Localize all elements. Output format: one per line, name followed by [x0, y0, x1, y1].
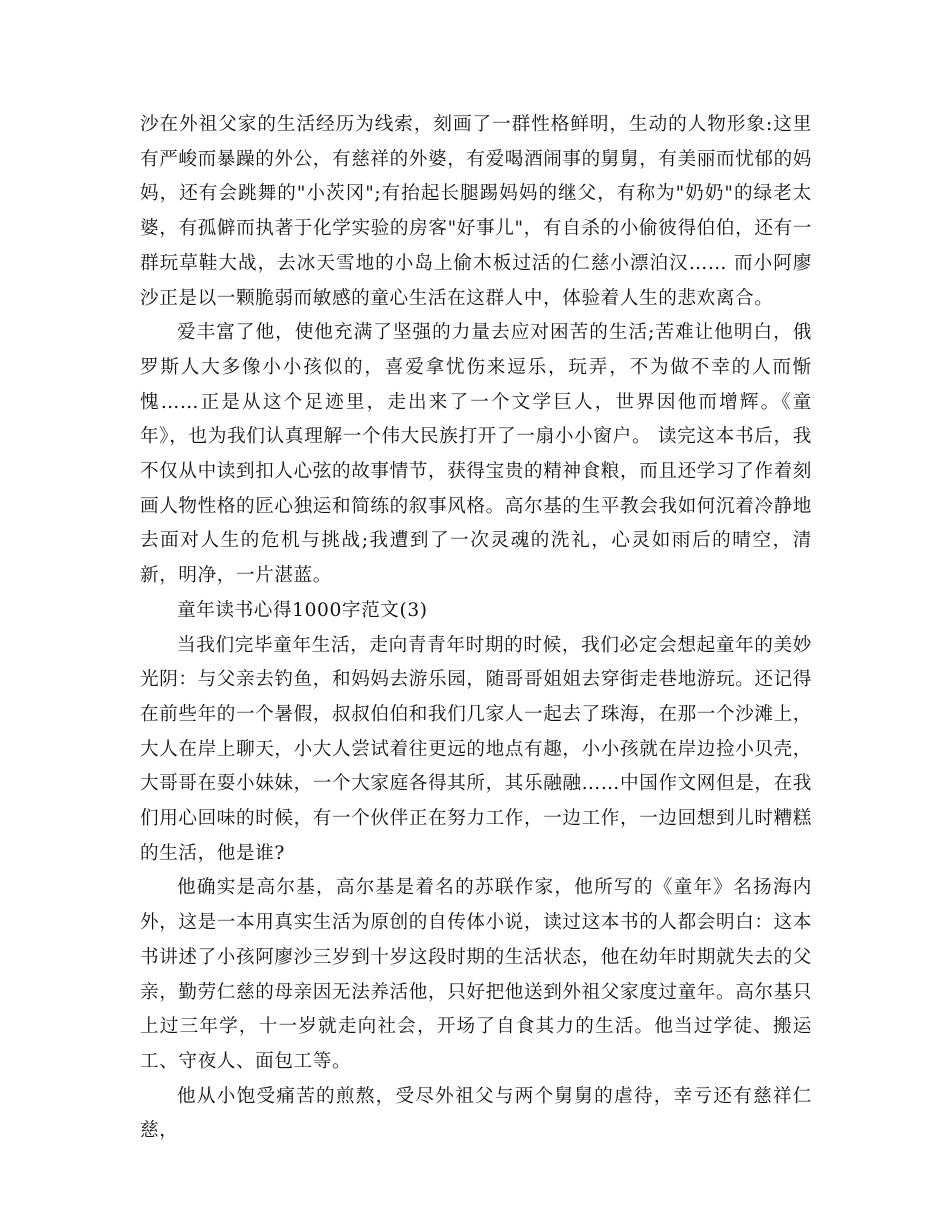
document-page — [140, 108, 812, 1149]
paragraph-3: 当我们完毕童年生活，走向青青年时期的时候，我们必定会想起童年的美妙光阴：与父亲去钓鱼，和妈妈去游乐园，随哥哥姐姐去穿街走巷地游玩。还记得在前些年的一个暑假，叔叔伯伯和我们几家人一起去了珠海，在那一个沙滩上，大人在岸上聊天，小大人尝试着往更远的地点有趣，小小孩就在岸边捡小贝壳，大哥哥在耍小妹妹，一个大家庭各得其所，其乐融融……中国作文网但是，在我们用心回味的时候，有一个伙伴正在努力工作，一边工作，一边回想到儿时糟糕的生活，他是谁? — [140, 634, 812, 864]
paragraph-1: 沙在外祖父家的生活经历为线索，刻画了一群性格鲜明，生动的人物形象:这里有严峻而暴躁的外公，有慈祥的外婆，有爱喝酒闹事的舅舅，有美丽而忧郁的妈妈，还有会跳舞的"小茨冈";有抬起长腿踢妈妈的继父，有称为"奶奶"的绿老太婆，有孤僻而执著于化学实验的房客"好事儿"，有自杀的小偷彼得伯伯，还有一群玩草鞋大战，去冰天雪地的小岛上偷木板过活的仁慈小漂泊汉…… 而小阿廖沙正是以一颗脆弱而敏感的童心生活在这群人中，体验着人生的悲欢离合。 — [140, 114, 812, 309]
paragraph-5: 他从小饱受痛苦的煎熬，受尽外祖父与两个舅舅的虐待，幸亏还有慈祥仁慈， — [140, 1085, 812, 1142]
section-subtitle: 童年读书心得1000字范文(3) — [177, 599, 428, 621]
paragraph-4: 他确实是高尔基，高尔基是着名的苏联作家，他所写的《童年》名扬海内外，这是一本用真实生活为原创的自传体小说，读过这本书的人都会明白：这本书讲述了小孩阿廖沙三岁到十岁这段时期的生活状态，他在幼年时期就失去的父亲，勤劳仁慈的母亲因无法养活他，只好把他送到外祖父家度过童年。高尔基只上过三年学，十一岁就走向社会，开场了自食其力的生活。他当过学徒、搬运工、守夜人、面包工等。 — [140, 877, 812, 1072]
paragraph-2: 爱丰富了他，使他充满了坚强的力量去应对困苦的生活;苦难让他明白，俄罗斯人大多像小小孩似的，喜爱拿忧伤来逗乐，玩弄，不为做不幸的人而惭愧……正是从这个足迹里，走出来了一个文学巨人，世界因他而增辉。《童年》，也为我们认真理解一个伟大民族打开了一扇小小窗户。 读完这本书后，我不仅从中读到扣人心弦的故事情节，获得宝贵的精神食粮，而且还学习了作着刻画人物性格的匠心独运和简练的叙事风格。高尔基的生平教会我如何沉着冷静地去面对人生的危机与挑战;我遭到了一次灵魂的洗礼，心灵如雨后的晴空，清新，明净，一片湛蓝。 — [140, 322, 812, 587]
